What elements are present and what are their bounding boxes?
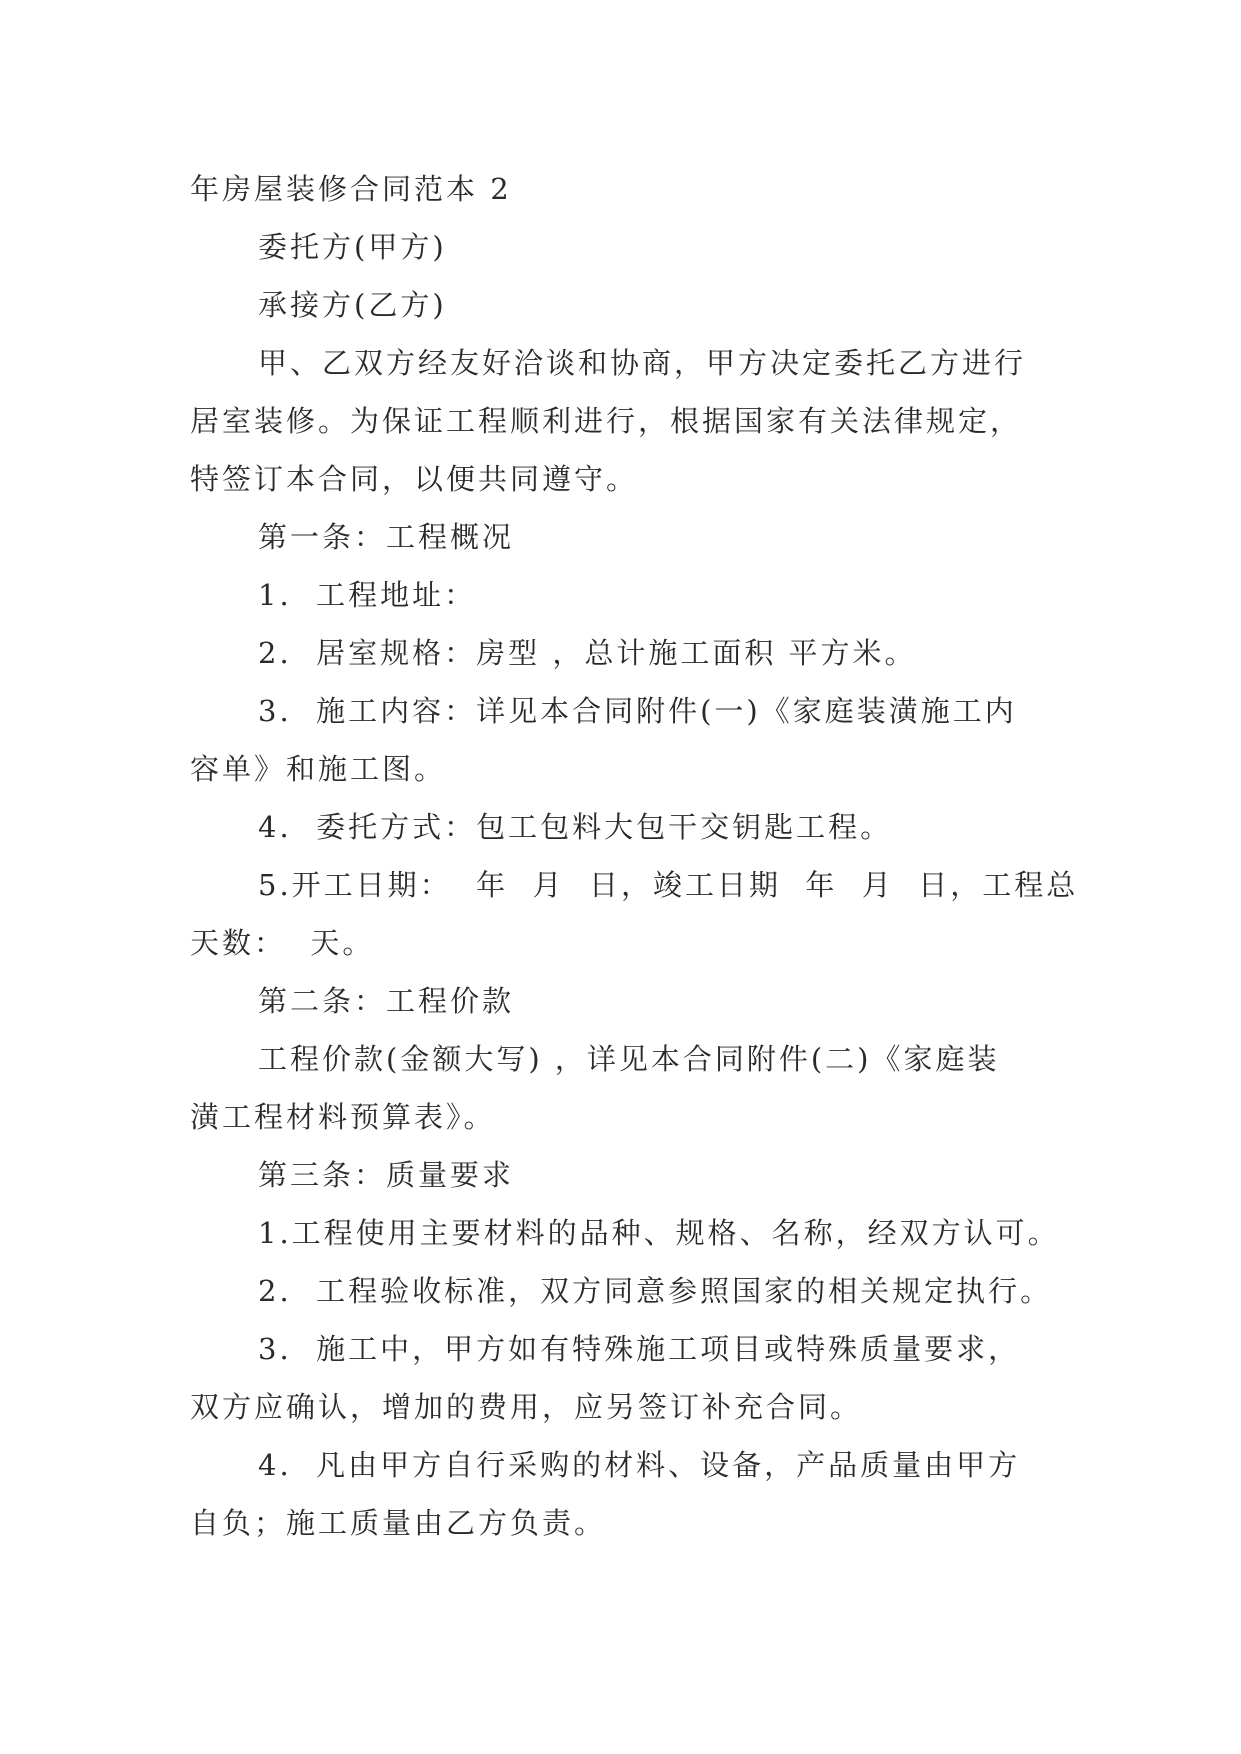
paragraph-line: 承接方(乙方): [258, 288, 447, 322]
paragraph-line: 特签订本合同，以便共同遵守。: [190, 462, 639, 496]
list-item: 2. 居室规格：房型 ，总计施工面积 平方米。: [258, 636, 917, 670]
paragraph-line: 容单》和施工图。: [190, 752, 447, 786]
section-heading: 第二条：工程价款: [258, 984, 515, 1018]
paragraph-line: 居室装修。为保证工程顺利进行，根据国家有关法律规定，: [190, 404, 1023, 438]
paragraph-line: 双方应确认，增加的费用，应另签订补充合同。: [190, 1390, 863, 1424]
list-item: 3. 施工中，甲方如有特殊施工项目或特殊质量要求，: [258, 1332, 1021, 1366]
document-body: [190, 160, 1079, 1552]
paragraph-line: 工程价款(金额大写) ，详见本合同附件(二)《家庭装: [258, 1042, 1000, 1076]
document-title: 年房屋装修合同范本 2: [190, 172, 512, 206]
paragraph-line: 委托方(甲方): [258, 230, 447, 264]
list-item: 1.工程使用主要材料的品种、规格、名称，经双方认可。: [258, 1216, 1060, 1250]
paragraph-line: 甲、乙双方经友好洽谈和协商，甲方决定委托乙方进行: [258, 346, 1027, 380]
paragraph-line: 自负；施工质量由乙方负责。: [190, 1506, 607, 1540]
list-item: 4. 凡由甲方自行采购的材料、设备，产品质量由甲方: [258, 1448, 1021, 1482]
paragraph-line: 潢工程材料预算表》。: [190, 1100, 496, 1134]
paragraph-line: 天数： 天。: [190, 926, 375, 960]
list-item: 5.开工日期： 年 月 日，竣工日期 年 月 日，工程总: [258, 868, 1079, 902]
section-heading: 第三条：质量要求: [258, 1158, 515, 1192]
list-item: 4. 委托方式：包工包料大包干交钥匙工程。: [258, 810, 893, 844]
section-heading: 第一条：工程概况: [258, 520, 515, 554]
list-item: 1. 工程地址：: [258, 578, 477, 612]
list-item: 2. 工程验收标准，双方同意参照国家的相关规定执行。: [258, 1274, 1053, 1308]
list-item: 3. 施工内容：详见本合同附件(一)《家庭装潢施工内: [258, 694, 1017, 728]
